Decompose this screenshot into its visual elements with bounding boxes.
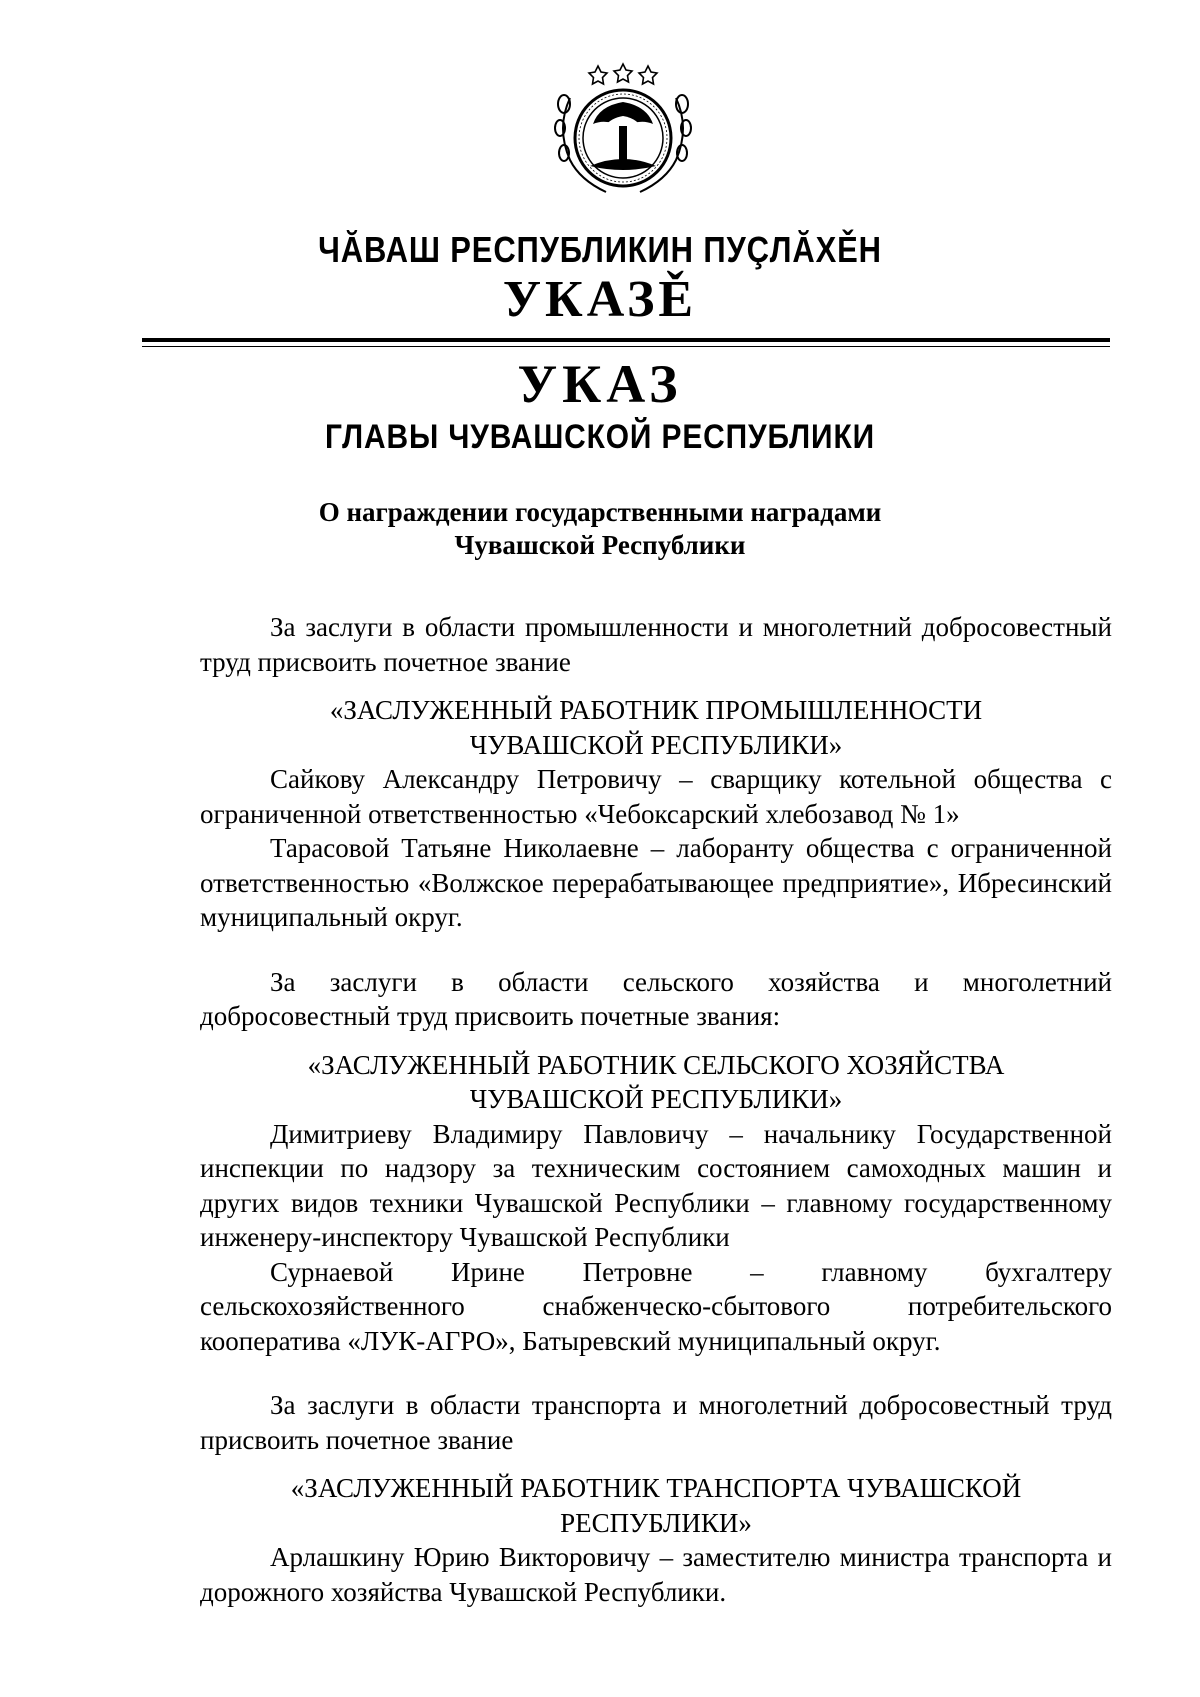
section-honorary-title: «ЗАСЛУЖЕННЫЙ РАБОТНИК ТРАНСПОРТА ЧУВАШСКОЙ РЕСПУБЛИКИ»: [290, 1473, 1022, 1538]
awardee-paragraph: Сурнаевой Ирине Петровне – главному бухгалтеру сельскохозяйственного снабженческо-сбытового потребительского кооператива «ЛУК-АГРО», Батыревский муниципальный округ.: [200, 1256, 1112, 1356]
awardee-paragraph: Димитриеву Владимиру Павловичу – начальнику Государственной инспекции по надзору за техническим состоянием самоходных машин и других видов техники Чувашской Республики – главному государственному инженеру-инспектору Чувашской Республики: [200, 1118, 1112, 1252]
header-divider-thick: [142, 338, 1110, 342]
header-divider-thin: [142, 346, 1110, 347]
awardee-paragraph: Тарасовой Татьяне Николаевне – лаборанту общества с ограниченной ответственностью «Волжское перерабатывающее предприятие», Ибресинский муниципальный округ.: [200, 833, 1112, 932]
decree-subject: [0, 496, 1200, 562]
decree-subject-line2: Чувашской Республики: [454, 530, 746, 560]
chuvash-decree-title-line1: ЧĂВАШ РЕСПУБЛИКИН ПУÇЛĂХĚН: [318, 229, 882, 270]
russian-decree-title-line2: ГЛАВЫ ЧУВАШСКОЙ РЕСПУБЛИКИ: [325, 418, 875, 456]
section-intro: За заслуги в области промышленности и многолетний добросовестный труд присвоить почетное звание: [200, 612, 1112, 677]
awardee-paragraph: Сайкову Александру Петровичу – сварщику котельной общества с ограниченной ответственностью «Чебоксарский хлебозавод № 1»: [200, 764, 1112, 829]
section-intro: За заслуги в области транспорта и многолетний добросовестный труд присвоить почетное звание: [200, 1390, 1112, 1455]
decree-body: [200, 610, 1112, 1609]
section-intro: За заслуги в области сельского хозяйства и многолетний добросовестный труд присвоить почетные звания:: [200, 966, 1112, 1031]
awardee-paragraph: Арлашкину Юрию Викторовичу – заместителю министра транспорта и дорожного хозяйства Чувашской Республики.: [200, 1542, 1112, 1607]
section-honorary-title: «ЗАСЛУЖЕННЫЙ РАБОТНИК СЕЛЬСКОГО ХОЗЯЙСТВА ЧУВАШСКОЙ РЕСПУБЛИКИ»: [307, 1049, 1005, 1114]
decree-subject-line1: О награждении государственными наградами: [318, 497, 882, 527]
chuvash-decree-title-line2: УКАЗĚ: [502, 271, 698, 328]
section-honorary-title: «ЗАСЛУЖЕННЫЙ РАБОТНИК ПРОМЫШЛЕННОСТИ ЧУВАШСКОЙ РЕСПУБЛИКИ»: [329, 695, 983, 760]
russian-decree-title-line1: УКАЗ: [517, 354, 683, 414]
chuvash-emblem-icon: [548, 58, 698, 198]
